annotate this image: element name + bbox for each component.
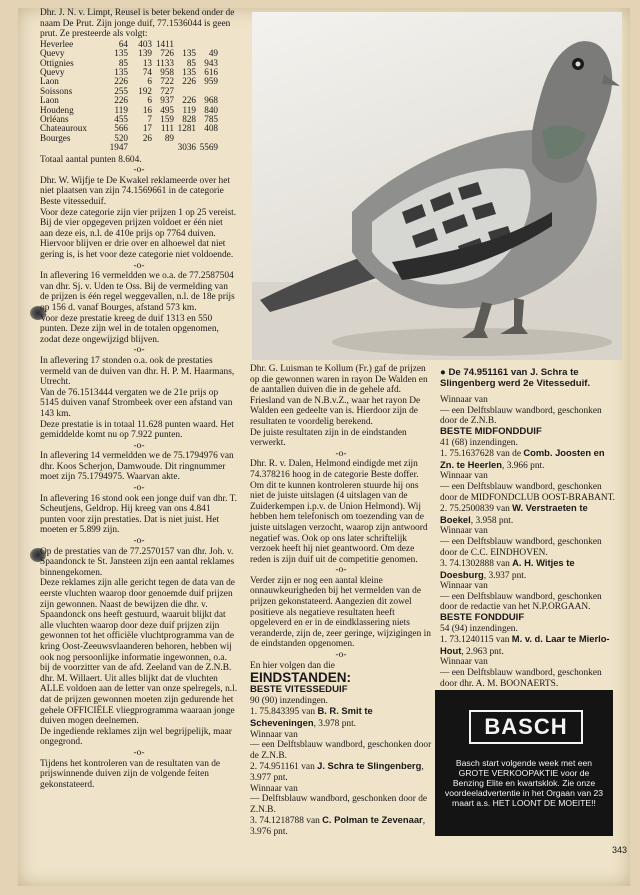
results-cell: 828 — [182, 114, 196, 125]
results-cell: 722 — [160, 76, 174, 87]
results-cell: 192 — [138, 85, 152, 96]
winner-label: Winnaar van — [250, 783, 298, 794]
results-cell: Orléans — [40, 114, 69, 125]
separator: -o- — [335, 650, 347, 661]
entries-count: 90 (90) inzendingen. — [250, 695, 328, 706]
results-cell: 119 — [182, 104, 196, 115]
winner-line: 3. 74.1302888 van A. H. Witjes te Doesburg, 3.937 pnt. — [440, 557, 575, 581]
prize-line: — een Delftsblauw wandbord, geschonken door de MIDFONDCLUB OOST-BRABANT. — [440, 481, 616, 503]
results-cell: 5569 — [199, 142, 218, 153]
results-cell: 495 — [160, 104, 174, 115]
results-cell: 255 — [114, 85, 128, 96]
results-cell — [152, 143, 174, 152]
results-cell: 785 — [204, 114, 218, 125]
basch-advertisement — [435, 690, 613, 836]
pigeon-illustration — [252, 12, 622, 360]
results-cell: 726 — [160, 48, 174, 59]
paragraph: In aflevering 14 vermeldden we de 75.1794976 van dhr. Koos Scherjon, Damwoude. Dit ringnummer moet zijn 75.1794975. Waarvan akte. — [40, 451, 234, 483]
intro-paragraph: Dhr. J. N. v. Limpt, Reusel is beter bekend onder de naam De Prut. Zijn jonge duif, 77.1536044 is geen prut. Ze presteerde als volgt: — [40, 8, 235, 40]
paragraph: Deze prestatie is in totaal 11.628 punten waard. Het gemiddelde komt nu op 7.922 punten. — [40, 419, 234, 441]
section-heading: EINDSTANDEN: — [250, 670, 351, 686]
winner-name: J. Schra te Slingenberg — [317, 760, 422, 772]
results-cell: Soissons — [40, 85, 73, 96]
results-cell: 135 — [114, 48, 128, 59]
results-cell: 455 — [114, 114, 128, 125]
results-cell: 408 — [204, 123, 218, 134]
results-cell: 74 — [142, 67, 152, 77]
separator: -o- — [133, 483, 145, 494]
prize-line: — een Delftsblauw wandbord, geschonken door de Z.N.B. — [250, 740, 432, 761]
results-cell: 49 — [208, 48, 218, 59]
results-cell: 943 — [204, 57, 218, 68]
category-heading: BESTE FONDDUIF — [440, 612, 525, 624]
photo-caption: ● De 74.951161 van J. Schra te Slingenberg werd 2e Vitesseduif. — [440, 367, 591, 389]
category-heading: BESTE MIDFONDDUIF — [440, 425, 542, 437]
results-cell: 226 — [182, 76, 196, 87]
results-cell: 226 — [114, 95, 128, 106]
winner-label: Winnaar van — [440, 526, 488, 537]
results-cell: Chateauroux — [40, 123, 87, 134]
results-row — [40, 143, 218, 152]
results-cell: Quevy — [40, 48, 65, 59]
paragraph: In aflevering 17 stonden o.a. ook de prestaties vermeld van de duiven van dhr. H. P. M. Haarmans, Utrecht. — [40, 355, 235, 388]
separator: -o- — [133, 260, 145, 271]
results-table — [40, 40, 218, 153]
results-cell: 968 — [204, 95, 218, 106]
paragraph: In aflevering 16 stond ook een jonge duif van dhr. T. Scheutjens, Geldrop. Hij kreeg van ons 4.841 punten voor zijn prestaties. Dat is niet juist. Het moeten er 5.899 zijn. — [40, 493, 238, 536]
winner-name: M. v. d. Laar te Mierlo-Hout — [440, 633, 610, 656]
column-left — [40, 8, 238, 790]
separator: -o- — [335, 565, 347, 576]
paragraph: De juiste resultaten zijn in de eindstanden verwerkt. — [250, 427, 407, 449]
winner-name: Comb. Joosten en Zn. te Heerlen — [440, 447, 605, 470]
winner-line: 1. 75.1637628 van de Comb. Joosten en Zn. te Heerlen, 3.966 pnt. — [440, 447, 605, 471]
prize-line: — Delftsblauw wandbord, geschonken door de Z.N.B. — [250, 794, 428, 815]
winner-line: 3. 74.1218788 van C. Polman te Zevenaar, 3.976 pnt. — [250, 814, 426, 837]
results-cell: 1411 — [155, 38, 174, 49]
results-cell: Houdeng — [40, 104, 74, 115]
winner-line: 1. 75.843395 van B. R. Smit te Scheveningen, 3.978 pnt. — [250, 705, 373, 729]
paragraph: In aflevering 16 vermeldden we o.a. de 77.2587504 van dhr. Sj. v. Uden te Oss. Bij de vermelding van de prijzen is één regel weggevallen, n.l. de 18e prijs op 156 d. vanaf Bourges, afstand 573 km. — [40, 271, 235, 313]
winner-label: Winnaar van — [250, 729, 298, 740]
paragraph: Verder zijn er nog een aantal kleine onnauwkeurigheden bij het vermelden van de prijzen gekonstateerd. Aangezien dit zowel positieve als negatieve resultaten heeft opgeleverd en er in de eindklassering niets veranderde, zijn de, zeer geringe, wijzigingen in de eindstanden opgenomen. — [250, 575, 431, 650]
prize-line: — een Delftsblauw wandbord, geschonken door de redactie van het N.P.ORGAAN. — [440, 591, 602, 613]
results-cell: 119 — [114, 104, 128, 115]
separator: -o- — [133, 440, 145, 451]
basch-logo: BASCH — [469, 710, 583, 744]
results-cell: 111 — [160, 123, 174, 134]
results-cell: 226 — [182, 95, 196, 106]
results-cell: 139 — [138, 48, 152, 59]
ad-text: Basch start volgende week met een GROTE VERKOOPAKTIE voor de Benzing Elite en kwartsklok. Zie onze voordeeladvertentie in het Orgaan van 23 maart a.s. HET LOONT DE MOEITE!! — [444, 758, 604, 808]
separator: -o- — [133, 345, 145, 356]
results-cell: 1281 — [177, 123, 196, 134]
results-cell: 937 — [160, 95, 174, 106]
results-cell: Laon — [40, 76, 59, 87]
separator: -o- — [133, 165, 145, 176]
winner-name: W. Verstraeten te Boekel — [440, 502, 588, 525]
results-cell: Ottignies — [40, 57, 74, 68]
results-cell: 135 — [182, 48, 196, 59]
results-cell: 89 — [164, 132, 174, 143]
prize-line: — een Delftsblauw wandbord, geschonken door de C.C. EINDHOVEN. — [440, 536, 602, 558]
results-cell: 959 — [204, 76, 218, 87]
results-cell: 566 — [114, 123, 128, 134]
results-cell: 159 — [160, 114, 174, 125]
results-cell: 840 — [204, 104, 218, 115]
paragraph: Voor deze categorie zijn vier prijzen 1 op 25 vereist. Bij de vier opgegeven prijzen voldoet er één niet aan deze eis, n.l. de 410e prijs op 7764 duiven. Hiervoor blijven er drie over en alhoewel dat niet gering is, is het voor deze categorie niet voldoende. — [40, 207, 237, 260]
results-cell: 7 — [147, 114, 152, 125]
results-cell: 520 — [114, 132, 128, 143]
winner-name: B. R. Smit te Scheveningen — [250, 705, 373, 728]
results-cell: 6 — [147, 95, 152, 106]
results-cell: Bourges — [40, 132, 71, 143]
paragraph: Dhr. W. Wijfje te De Kwakel reklameerde over het niet plaatsen van zijn 74.1569661 in de categorie Beste vitesseduif. — [40, 175, 231, 208]
results-cell: 16 — [142, 104, 152, 115]
winner-line: 1. 73.1240115 van M. v. d. Laar te Mierlo-Hout, 2.963 pnt. — [440, 633, 610, 657]
winner-line: 2. 75.2500839 van W. Verstraeten te Boekel, 3.958 pnt. — [440, 502, 588, 526]
page-number: 343 — [612, 845, 628, 855]
paragraph: De ingediende reklames zijn wel begrijpelijk, maar ongegrond. — [40, 726, 232, 748]
results-cell: 958 — [160, 67, 174, 77]
winner-label: Winnaar van — [440, 657, 488, 668]
pigeon-photo — [252, 12, 622, 360]
results-cell: 1133 — [155, 57, 174, 68]
separator: -o- — [133, 536, 145, 547]
separator: -o- — [133, 747, 145, 758]
results-cell: 3036 — [177, 142, 196, 153]
results-cell: 403 — [138, 38, 152, 49]
results-cell: 135 — [182, 67, 196, 77]
paragraph: Van de 76.1513444 vergaten we de 21e prijs op 5145 duiven vanaf Strombeek over een afstand van 143 km. — [40, 387, 233, 419]
paragraph: Deze reklames zijn alle gericht tegen de data van de eerste vluchten waarop door genoemde duif prijzen zijn gewonnen. Naast de bewijzen die dhr. v. Spaandonck ons heeft gestuurd, waaruit blijkt dat alle vluchten waarop door deze duif prijzen zijn gewonnen tot het officiële vluchtprogramma van de kring Oost-Zeeuwsvlaanderen behoren, hebben wij ook nog persoonlijke informatie ingewonnen, o.a. bij de voorzitter van de afd. Zeeland van de Z.N.B. dhr. M. Willaert. Uit alles blijkt dat de vluchten ALLE voldoen aan de letter van onze spelregels, n.l. dat de prijzen gewonnen moeten zijn gedurende het gehele OFFICIËLE vliegprogramma waaraan jonge duiven mogen deelnemen. — [40, 578, 238, 727]
results-cell: Heverlee — [40, 38, 74, 49]
results-cell: 135 — [114, 67, 128, 77]
results-cell — [128, 143, 152, 152]
winner-name: C. Polman te Zevenaar — [322, 814, 423, 826]
prize-line: — een Delftsblauw wandbord, geschonken door dhr. A. M. BOONAERTS. — [440, 668, 602, 689]
results-cell: 85 — [118, 57, 128, 68]
entries-count: 41 (68) inzendingen. — [440, 437, 518, 448]
winner-name: A. H. Witjes te Doesburg — [440, 557, 575, 580]
prize-line: — een Delftsblauw wandbord, geschonken door de Z.N.B. — [440, 405, 602, 427]
results-cell: 26 — [142, 132, 152, 143]
results-cell: Quevy — [40, 67, 65, 77]
entries-count: 54 (94) inzendingen. — [440, 623, 518, 634]
winner-label: Winnaar van — [440, 581, 488, 592]
winner-label: Winnaar van — [440, 471, 488, 482]
column-middle — [250, 364, 432, 838]
column-right — [440, 368, 618, 689]
winner-label: Winnaar van — [440, 395, 488, 406]
results-cell: 6 — [147, 76, 152, 87]
results-cell: 13 — [142, 57, 152, 68]
results-cell: 226 — [114, 76, 128, 87]
results-cell: 616 — [204, 67, 218, 77]
results-cell: 85 — [186, 57, 196, 68]
paragraph: En hier volgen dan die — [250, 660, 335, 671]
results-cell: 17 — [142, 123, 152, 134]
results-cell: Laon — [40, 95, 59, 106]
paragraph: Op de prestaties van de 77.2570157 van dhr. Joh. v. Spaandonck te St. Jansteen zijn een aantal reklames binnengekomen. — [40, 546, 235, 578]
results-cell: 727 — [160, 85, 174, 96]
results-cell: 64 — [118, 38, 128, 49]
paragraph: Tijdens het kontroleren van de resultaten van de prijswinnende duiven zijn de volgende feiten gekonstateerd. — [40, 758, 221, 790]
winner-line: 2. 74.951161 van J. Schra te Slingenberg, 3.977 pnt. — [250, 760, 424, 783]
results-cell — [40, 143, 104, 152]
paragraph: Voor deze prestatie kreeg de duif 1313 en 550 punten. Deze zijn wel in de totalen opgenomen, zodat deze ongewijzigd blijven. — [40, 313, 219, 345]
separator: -o- — [335, 448, 347, 459]
total-points: Totaal aantal punten 8.604. — [40, 154, 142, 165]
paragraph: Dhr. R. v. Dalen, Helmond eindigde met zijn 74.378216 hoog in de categorie Beste doffer. Om dit te kunnen kontroleren stuurde hij ons niet de juiste uitslagen (4 uitslagen van de Zuiderkempen i.p.v. de Union Helmond). Wij hebben hem telefonisch om toezending van de juiste uitslagen verzocht, waarop zijn antwoord negatief was. Ook op ons later schriftelijk verzoek heeft hij niet geantwoord. Om deze reden is zijn duif uit de competitie genomen. — [250, 459, 428, 565]
paragraph: Dhr. G. Luisman te Kollum (Fr.) gaf de prijzen op die gewonnen waren in rayon De Walden en de aantallen duiven die in de gehele afd. Friesland van de N.B.v.Z., waar het rayon De Walden een gedeelte van is. Hierdoor zijn de resultaten te voordelig berekend. — [250, 364, 428, 427]
results-cell: 1947 — [109, 142, 128, 153]
category-heading: BESTE VITESSEDUIF — [250, 684, 348, 696]
